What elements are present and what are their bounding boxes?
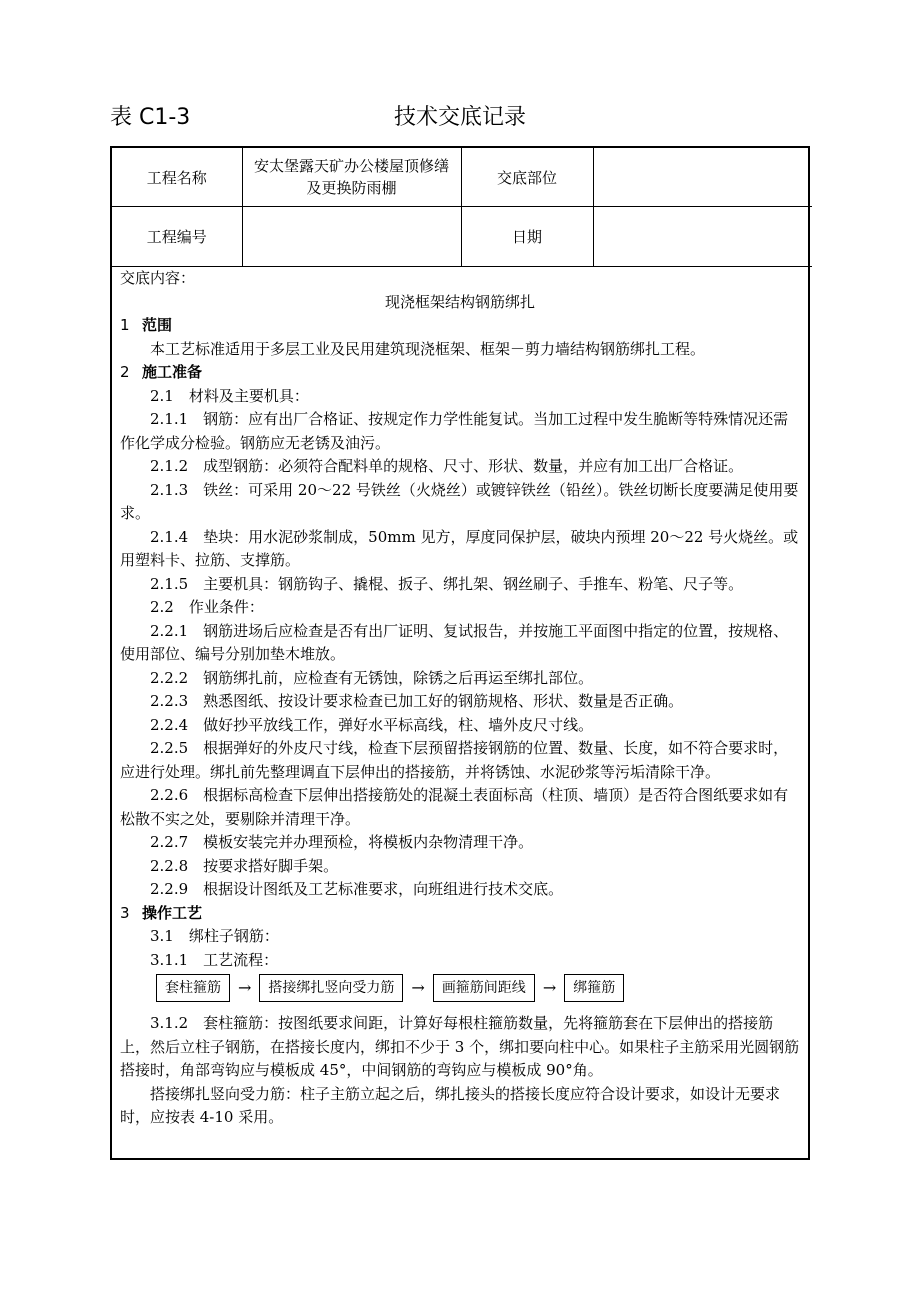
- date-label: 日期: [461, 207, 593, 267]
- project-name-label: 工程名称: [112, 148, 242, 207]
- paragraph-2-1-1: 2.1.1 钢筋：应有出厂合格证、按规定作力学性能复试。当加工过程中发生脆断等特殊情况还需作化学成分检验。钢筋应无老锈及油污。: [120, 410, 789, 452]
- handover-content: [112, 267, 808, 1130]
- paragraph-2-2-4: 2.2.4 做好抄平放线工作，弹好水平标高线，柱、墙外皮尺寸线。: [150, 715, 594, 734]
- content-label: 交底内容：: [120, 269, 196, 287]
- section-3-number: 3: [120, 903, 130, 922]
- paragraph-3-1-2: 3.1.2 套柱箍筋：按图纸要求间距，计算好每根柱箍筋数量，先将箍筋套在下层伸出的搭接筋上，然后立柱子钢筋，在搭接长度内，绑扣不少于 3 个，绑扣要向柱中心。如果柱子主筋采用光圆钢筋搭接时，角部弯钩应与模板成 45°，中间钢筋的弯钩应与模板成 90°角。: [120, 1014, 800, 1079]
- date-value: [593, 207, 812, 267]
- section-2-title: 施工准备: [142, 363, 203, 381]
- paragraph-2-2-1: 2.2.1 钢筋进场后应检查是否有出厂证明、复试报告，并按施工平面图中指定的位置，按规格、使用部位、编号分别加垫木堆放。: [120, 621, 789, 663]
- paragraph-2-1-4: 2.1.4 垫块：用水泥砂浆制成，50mm 见方，厚度同保护层，破块内预埋 20～22 号火烧丝。或用塑料卡、拉筋、支撑筋。: [120, 527, 799, 569]
- flow-step-3: 画箍筋间距线: [433, 974, 535, 1002]
- paragraph-2-1-3: 2.1.3 铁丝：可采用 20～22 号铁丝（火烧丝）或镀锌铁丝（铅丝）。铁丝切断长度要满足使用要求。: [120, 480, 799, 522]
- paragraph-2-2: 2.2 作业条件：: [150, 598, 264, 616]
- section-3-heading: [120, 902, 800, 926]
- record-form: [110, 146, 810, 1160]
- project-number-label: 工程编号: [112, 207, 242, 267]
- project-name-text: 安太堡露天矿办公楼屋顶修缮及更换防雨棚: [253, 157, 449, 197]
- paragraph-2-2-7: 2.2.7 模板安装完并办理预检，将模板内杂物清理干净。: [150, 833, 534, 851]
- section-1-title: 范围: [142, 316, 173, 334]
- paragraph-2-2-2: 2.2.2 钢筋绑扎前，应检查有无锈蚀，除锈之后再运至绑扎部位。: [150, 668, 594, 687]
- flow-step-1: 套柱箍筋: [156, 974, 230, 1002]
- process-flow: [156, 974, 800, 1002]
- flow-step-2: 搭接绑扎竖向受力筋: [259, 974, 403, 1002]
- handover-part-value: [593, 148, 812, 207]
- section-3-title: 操作工艺: [142, 903, 203, 922]
- paragraph-2-2-9: 2.2.9 根据设计图纸及工艺标准要求，向班组进行技术交底。: [150, 880, 564, 898]
- form-code: 表 C1-3: [110, 105, 191, 130]
- paragraph-2-1-5: 2.1.5 主要机具：钢筋钩子、撬棍、扳子、绑扎架、钢丝刷子、手推车、粉笔、尺子等。: [150, 574, 744, 593]
- project-number-value: [242, 207, 461, 267]
- paragraph-2-2-8: 2.2.8 按要求搭好脚手架。: [150, 856, 339, 875]
- info-table: [112, 148, 812, 267]
- section-1-heading: [120, 314, 800, 338]
- paragraph-2-2-6: 2.2.6 根据标高检查下层伸出搭接筋处的混凝土表面标高（柱顶、墙顶）是否符合图纸要求如有松散不实之处，要剔除并清理干净。: [120, 786, 789, 828]
- flow-arrow-icon: →: [542, 978, 557, 998]
- project-name-value: [242, 148, 461, 207]
- section-1-number: 1: [120, 316, 130, 334]
- section-1-text: 本工艺标准适用于多层工业及民用建筑现浇框架、框架－剪力墙结构钢筋绑扎工程。: [150, 339, 706, 358]
- paragraph-3-1-1: 3.1.1 工艺流程：: [150, 950, 279, 969]
- paragraph-2-2-3: 2.2.3 熟悉图纸、按设计要求检查已加工好的钢筋规格、形状、数量是否正确。: [150, 692, 684, 710]
- paragraph-2-2-5: 2.2.5 根据弹好的外皮尺寸线，检查下层预留搭接钢筋的位置、数量、长度，如不符合要求时，应进行处理。绑扎前先整理调直下层伸出的搭接筋，并将锈蚀、水泥砂浆等污垢清除干净。: [120, 739, 789, 781]
- paragraph-2-1-2: 2.1.2 成型钢筋：必须符合配料单的规格、尺寸、形状、数量，并应有加工出厂合格证。: [150, 457, 744, 475]
- content-title: 现浇框架结构钢筋绑扎: [384, 292, 535, 311]
- paragraph-3-1: 3.1 绑柱子钢筋：: [150, 927, 279, 945]
- paragraph-2-1: 2.1 材料及主要机具：: [150, 386, 309, 405]
- handover-part-label: 交底部位: [461, 148, 593, 207]
- flow-step-4: 绑箍筋: [564, 974, 624, 1002]
- paragraph-3-1-3: 搭接绑扎竖向受力筋：柱子主筋立起之后，绑扎接头的搭接长度应符合设计要求，如设计无要求时，应按表 4-10 采用。: [120, 1084, 781, 1126]
- flow-arrow-icon: →: [238, 978, 252, 998]
- page-title: 技术交底记录: [393, 105, 526, 130]
- section-2-heading: [120, 361, 800, 385]
- section-2-number: 2: [120, 363, 130, 381]
- flow-arrow-icon: →: [411, 978, 425, 998]
